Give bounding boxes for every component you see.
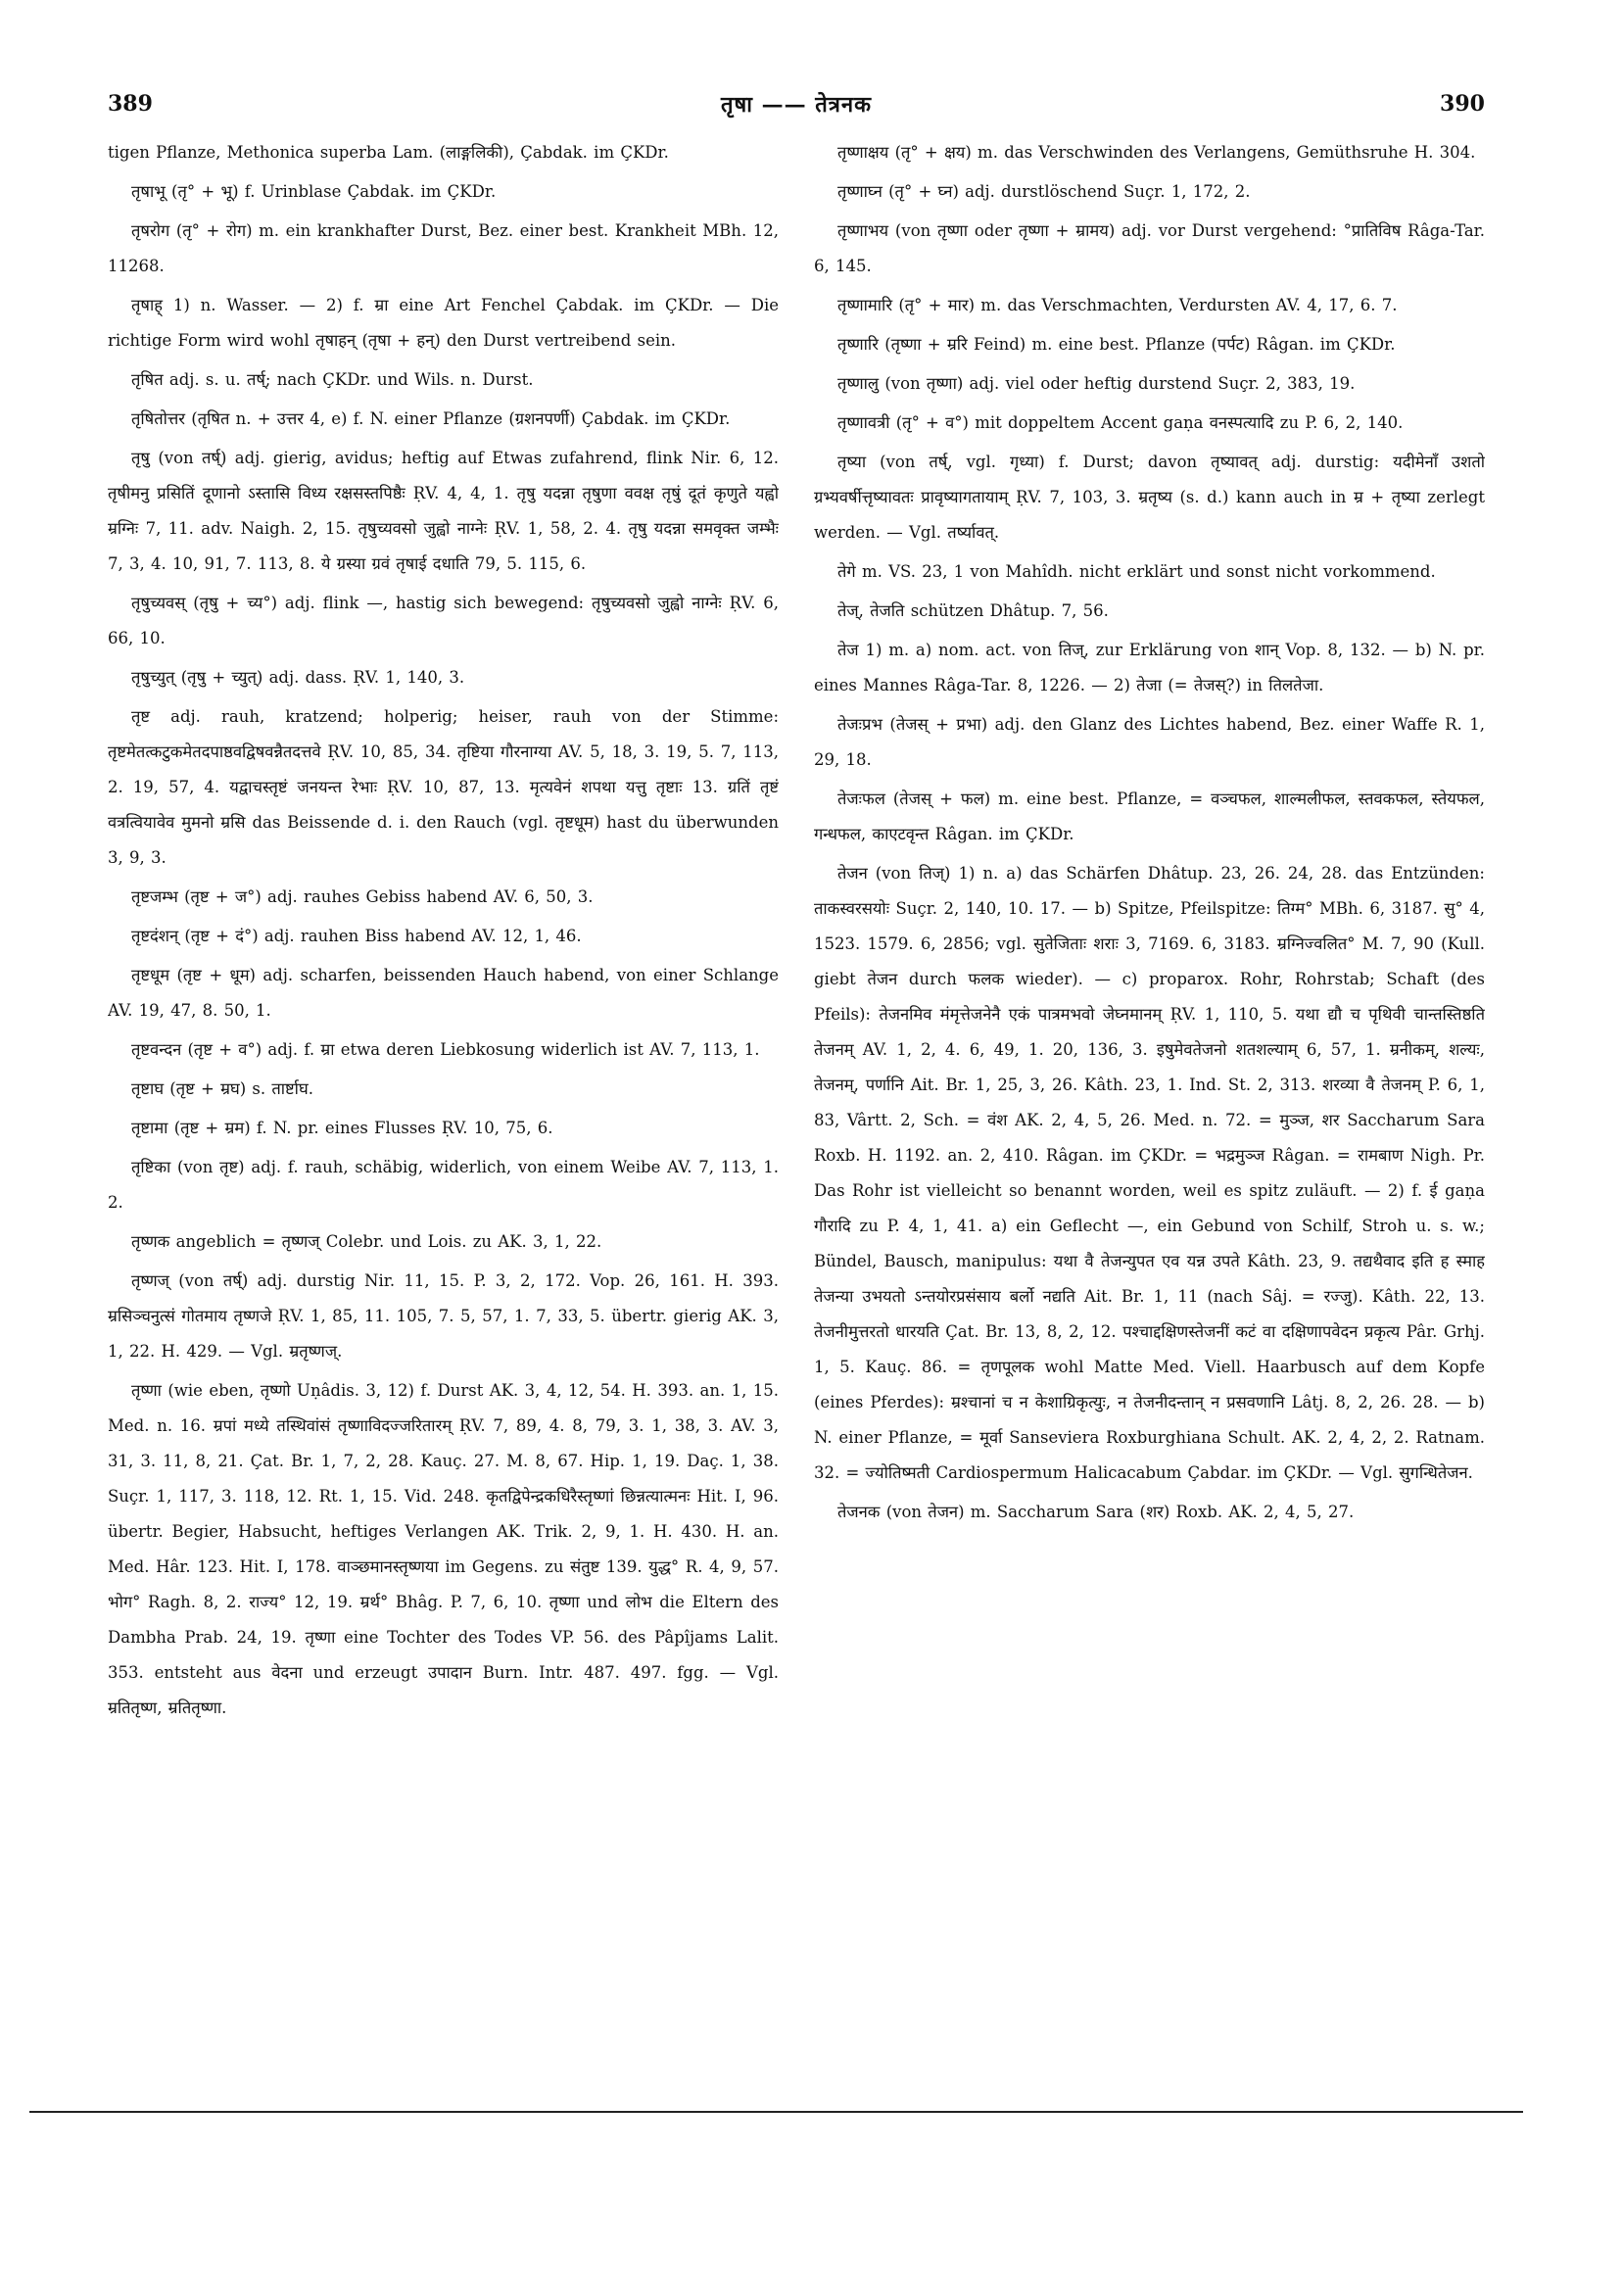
dictionary-entry: तृषाभू (तृ° + भू) f. Urinblase Çabdak. im ÇKDr. [131, 182, 497, 201]
dictionary-entry: तृष्णाक्षय (तृ° + क्षय) m. das Verschwinden des Verlangens, Gemüthsruhe H. 304. [837, 143, 1476, 162]
dictionary-entry: तृष्टाघ (तृष्ट + म्रघ) s. तार्ष्टाघ. [131, 1079, 313, 1098]
dictionary-entry: तृष्णामारि (तृ° + मार) m. das Verschmachten, Verdursten AV. 4, 17, 6. 7. [837, 296, 1398, 314]
dictionary-entry: तेजःप्रभ (तेजस् + प्रभा) adj. den Glanz des Lichtes habend, Bez. einer Waffe R. 1, 29, 18. [814, 715, 1485, 769]
dictionary-entry: तृष्णालु (von तृष्णा) adj. viel oder heftig durstend Suçr. 2, 383, 19. [837, 374, 1356, 393]
dictionary-entry: तृषरोग (तृ° + रोग) m. ein krankhafter Durst, Bez. einer best. Krankheit MBh. 12, 11268. [108, 221, 779, 275]
dictionary-entry: तेजःफल (तेजस् + फल) m. eine best. Pflanze, = वञ्चफल, शाल्मलीफल, स्तवकफल, स्तेयफल, गन्धफल, काएटवृन्त Râgan. im ÇKDr. [814, 789, 1485, 843]
page-header [108, 84, 1485, 123]
right-page-number: 390 [1440, 91, 1485, 117]
right-column [814, 135, 1485, 2075]
dictionary-entry: तेज 1) m. a) nom. act. von तिज्, zur Erklärung von शान् Vop. 8, 132. — b) N. pr. eines Mannes Râga-Tar. 8, 1226. — 2) तेजा (= तेजस्?) in तिलतेजा. [814, 641, 1485, 694]
left-page-number: 389 [108, 91, 153, 117]
dictionary-entry: तृषुच्यवस् (तृषु + च्य°) adj. flink —, hastig sich bewegend: तृषुच्यवसो जुह्वो नाग्नेः ṚV. 6, 66, 10. [108, 594, 779, 647]
dictionary-entry: तृष्णावत्री (तृ° + व°) mit doppeltem Accent gaṇa वनस्पत्यादि zu P. 6, 2, 140. [837, 413, 1404, 432]
dictionary-entry: तेज्, तेजति schützen Dhâtup. 7, 56. [837, 601, 1109, 620]
dictionary-entry: तेगे m. VS. 23, 1 von Mahîdh. nicht erklärt und sonst nicht vorkommend. [837, 562, 1436, 581]
dictionary-entry: तृषाह् 1) n. Wasser. — 2) f. म्रा eine Art Fenchel Çabdak. im ÇKDr. — Die richtige Form wird wohl तृषाहन् (तृषा + हन्) den Durst vertreibend sein. [108, 296, 779, 350]
dictionary-entry: तृषितोत्तर (तृषित n. + उत्तर 4, e) f. N. einer Pflanze (ग्रशनपर्णी) Çabdak. im ÇKDr. [131, 409, 731, 428]
dictionary-entry: तृष्या (von तर्ष्, vgl. गृध्या) f. Durst; davon तृष्यावत् adj. durstig: यदीमेनाँ उशतो ग्रभ्यवर्षीत्तृष्यावतः प्रावृष्यागतायाम् ṚV. 7, 103, 3. म्रतृष्य (s. d.) kann auch in म्र + तृष्या zerlegt werden. — Vgl. तर्ष्यावत्. [814, 453, 1485, 542]
dictionary-entry: तृष्टदंशन् (तृष्ट + दं°) adj. rauhen Biss habend AV. 12, 1, 46. [131, 927, 582, 945]
dictionary-entry: तृष्णाभय (von तृष्णा oder तृष्णा + म्रामय) adj. vor Durst vergehend: °प्रातिविष Râga-Tar. 6, 145. [814, 221, 1485, 275]
dictionary-entry: तृष्टवन्दन (तृष्ट + व°) adj. f. म्रा etwa deren Liebkosung widerlich ist AV. 7, 113, 1. [131, 1040, 760, 1059]
dictionary-entry: तृष्टामा (तृष्ट + म्रम) f. N. pr. eines Flusses ṚV. 10, 75, 6. [131, 1119, 553, 1137]
dictionary-entry: तृष्टधूम (तृष्ट + धूम) adj. scharfen, beissenden Hauch habend, von einer Schlange AV. 19, 47, 8. 50, 1. [108, 966, 779, 1020]
running-head: तृषा —— तेत्रनक [720, 92, 873, 118]
left-column [108, 135, 779, 2075]
dictionary-entry: तृषित adj. s. u. तर्ष्; nach ÇKDr. und Wils. n. Durst. [131, 370, 534, 389]
dictionary-entry: तृषु (von तर्ष्) adj. gierig, avidus; heftig auf Etwas zufahrend, flink Nir. 6, 12. तृषीमनु प्रसितिं दूणानो ऽस्तासि विध्य रक्षसस्तपिष्ठैः ṚV. 4, 4, 1. तृषु यदन्ना तृषुणा ववक्ष तृषुं दूतं कृणुते यह्वो म्रग्निः 7, 11. adv. Naigh. 2, 15. तृषुच्यवसो जुह्वो नाग्नेः ṚV. 1, 58, 2. 4. तृषु यदन्ना समवृक्त जम्भैः 7, 3, 4. 10, 91, 7. 113, 8. ये ग्रस्या ग्रवं तृषाई दधाति 79, 5. 115, 6. [108, 449, 779, 573]
dictionary-entry: तेजन (von तिज्) 1) n. a) das Schärfen Dhâtup. 23, 26. 24, 28. das Entzünden: ताकस्वरसयोः Suçr. 2, 140, 10. 17. — b) Spitze, Pfeilspitze: तिग्म° MBh. 6, 3187. सु° 4, 1523. 1579. 6, 2856; vgl. सुतेजिताः शराः 3, 7169. 6, 3183. म्रग्निज्वलित° M. 7, 90 (Kull. giebt तेजन durch फलक wieder). — c) proparox. Rohr, Rohrstab; Schaft (des Pfeils): तेजनमिव मंमृत्तेजनेनै एकं पात्रमभवो जेघ्नमानम् ṚV. 1, 110, 5. यथा द्यौ च पृथिवी चान्तस्तिष्ठति तेजनम् AV. 1, 2, 4. 6, 49, 1. 20, 136, 3. इषुमेवतेजनो शतशल्याम् 6, 57, 1. म्रनीकम्, शल्यः, तेजनम्, पर्णानि Ait. Br. 1, 25, 3, 26. Kâth. 23, 1. Ind. St. 2, 313. शरव्या वै तेजनम् P. 6, 1, 83, Vârtt. 2, Sch. = वंश AK. 2, 4, 5, 26. Med. n. 72. = मुञ्ज, शर Saccharum Sara Roxb. H. 1192. an. 2, 410. Râgan. im ÇKDr. = भद्रमुञ्ज Râgan. = रामबाण Nigh. Pr. Das Rohr ist vielleicht so benannt worden, weil es spitz zuläuft. — 2) f. ई gaṇa गौरादि zu P. 4, 1, 41. a) ein Geflecht —, ein Gebund von Schilf, Stroh u. s. w.; Bündel, Bausch, manipulus: यथा वै तेजन्युपत एव यन्न उपते Kâth. 23, 9. तद्यथैवाद इति ह स्माह तेजन्या उभयतो ऽन्तयोरप्रसंसाय बर्लो नद्यति Ait. Br. 1, 11 (nach Sâj. = रज्जु). Kâth. 22, 13. तेजनीमुत्तरतो धारयति Çat. Br. 13, 8, 2, 12. पश्चाद्दक्षिणस्तेजनीं कटं वा दक्षिणापवेदन प्रकृत्य Pâr. Grhj. 1, 5. Kauç. 86. = तृणपूलक wohl Matte Med. Viell. Haarbusch auf dem Kopfe (eines Pferdes): म्रश्चानां च न केशाग्रिकृत्युः, न तेजनीदन्तान् न प्रसवणानि Lâtj. 8, 2, 26. 28. — b) N. einer Pflanze, = मूर्वा Sanseviera Roxburghiana Schult. AK. 2, 4, 2, 2. Ratnam. 32. = ज्योतिष्मती Cardiospermum Halicacabum Çabdar. im ÇKDr. — Vgl. सुगन्धितेजन. [814, 864, 1485, 1482]
dictionary-entry: तृष्णक angeblich = तृष्णज् Colebr. und Lois. zu AK. 3, 1, 22. [131, 1232, 602, 1251]
dictionary-entry: तेजनक (von तेजन) m. Saccharum Sara (शर) Roxb. AK. 2, 4, 5, 27. [837, 1503, 1355, 1521]
dictionary-entry: तृषुच्युत् (तृषु + च्युत्) adj. dass. ṚV. 1, 140, 3. [131, 668, 465, 687]
dictionary-entry: तृष्णज् (von तर्ष्) adj. durstig Nir. 11, 15. P. 3, 2, 172. Vop. 26, 161. H. 393. म्रसिञ्चनुत्सं गोतमाय तृष्णजे ṚV. 1, 85, 11. 105, 7. 5, 57, 1. 7, 33, 5. übertr. gierig AK. 3, 1, 22. H. 429. — Vgl. म्रतृष्णज्. [108, 1271, 779, 1361]
dictionary-entry: तृष्टजम्भ (तृष्ट + ज°) adj. rauhes Gebiss habend AV. 6, 50, 3. [131, 887, 594, 906]
dictionary-entry: तृष्णा (wie eben, तृष्णो Uṇâdis. 3, 12) f. Durst AK. 3, 4, 12, 54. H. 393. an. 1, 15. Med. n. 16. म्रपां मध्ये तस्थिवांसं तृष्णाविदज्जरितारम् ṚV. 7, 89, 4. 8, 79, 3. 1, 38, 3. AV. 3, 31, 3. 11, 8, 21. Çat. Br. 1, 7, 2, 28. Kauç. 27. M. 8, 67. Hip. 1, 19. Daç. 1, 38. Suçr. 1, 117, 3. 118, 12. Rt. 1, 15. Vid. 248. कृतद्विपेन्द्रकधिरैस्तृष्णां छिन्नत्यात्मनः Hit. I, 96. übertr. Begier, Habsucht, heftiges Verlangen AK. Trik. 2, 9, 1. H. 430. H. an. Med. Hâr. 123. Hit. I, 178. वाञ्छमानस्तृष्णया im Gegens. zu संतुष्ट 139. युद्ध° R. 4, 9, 57. भोग° Ragh. 8, 2. राज्य° 12, 19. म्रर्थ° Bhâg. P. 7, 6, 10. तृष्णा und लोभ die Eltern des Dambha Prab. 24, 19. तृष्णा eine Tochter des Todes VP. 56. des Pâpîjams Lalit. 353. entsteht aus वेदना und erzeugt उपादान Burn. Intr. 487. 497. fgg. — Vgl. म्रतितृष्ण, म्रतितृष्णा. [108, 1381, 779, 1717]
dictionary-entry: तृष्णारि (तृष्णा + म्ररि Feind) m. eine best. Pflanze (पर्पट) Râgan. im ÇKDr. [837, 335, 1396, 354]
dictionary-entry: तृष्टिका (von तृष्ट) adj. f. rauh, schäbig, widerlich, von einem Weibe AV. 7, 113, 1. 2. [108, 1158, 779, 1212]
dictionary-entry: तृष्णाघ्न (तृ° + घ्न) adj. durstlöschend Suçr. 1, 172, 2. [837, 182, 1251, 201]
footer-rule [29, 2111, 1523, 2113]
dictionary-entry: तृष्ट adj. rauh, kratzend; holperig; heiser, rauh von der Stimme: तृष्टमेतत्कटुकमेतदपाष्ठवद्विषवन्नैतदत्तवे ṚV. 10, 85, 34. तृष्टिया गौरनाग्या AV. 5, 18, 3. 19, 5. 7, 113, 2. 19, 57, 4. यद्वाचस्तृष्टं जनयन्त रेभाः ṚV. 10, 87, 13. मृत्यवेनं शपथा यत्तु तृष्टाः 13. ग्रतिं तृष्टं वत्रत्वियावेव मुमनो म्रसि das Beissende d. i. den Rauch (vgl. तृष्टधूम) hast du überwunden 3, 9, 3. [108, 707, 779, 867]
two-column-body [108, 135, 1485, 2075]
dictionary-entry: tigen Pflanze, Methonica superba Lam. (लाङ्गलिकी), Çabdak. im ÇKDr. [108, 143, 669, 162]
